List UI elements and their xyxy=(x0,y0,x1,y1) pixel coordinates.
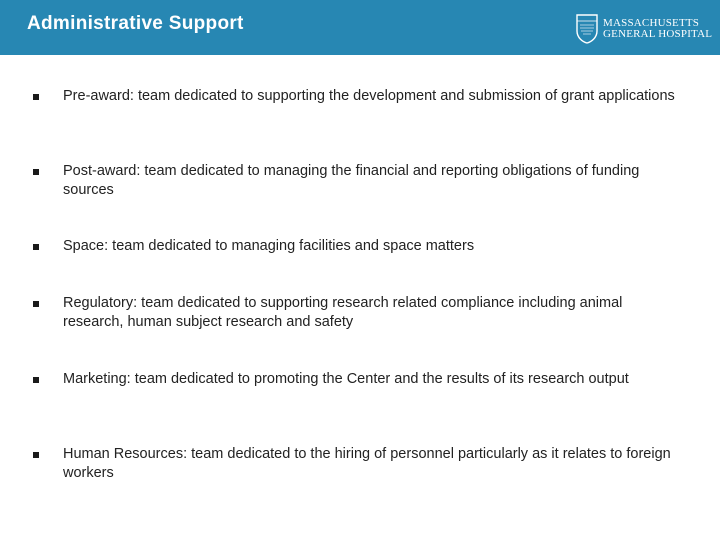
bullet-square-icon xyxy=(33,94,39,100)
bullet-text: Post-award: team dedicated to managing the financial and reporting obligations of funding sources xyxy=(63,163,640,198)
bullet-square-icon xyxy=(33,452,39,458)
bullet-square-icon xyxy=(33,301,39,307)
slide-title: Administrative Support xyxy=(27,13,244,34)
logo-text-line1: MASSACHUSETTS xyxy=(603,17,700,29)
bullet-square-icon xyxy=(33,377,39,383)
bullet-text: Regulatory: team dedicated to supporting research related compliance including animal research, human subject research and safety xyxy=(63,295,623,330)
bullet-text: Pre-award: team dedicated to supporting the development and submission of grant applications xyxy=(63,88,675,104)
bullet-square-icon xyxy=(33,244,39,250)
bullet-text: Space: team dedicated to managing facilities and space matters xyxy=(63,238,475,254)
bullet-square-icon xyxy=(33,169,39,175)
bullet-text: Marketing: team dedicated to promoting the Center and the results of its research output xyxy=(63,371,629,387)
logo-text-line2: GENERAL HOSPITAL xyxy=(603,28,713,40)
bullet-text: Human Resources: team dedicated to the hiring of personnel particularly as it relates to foreign workers xyxy=(63,446,671,481)
